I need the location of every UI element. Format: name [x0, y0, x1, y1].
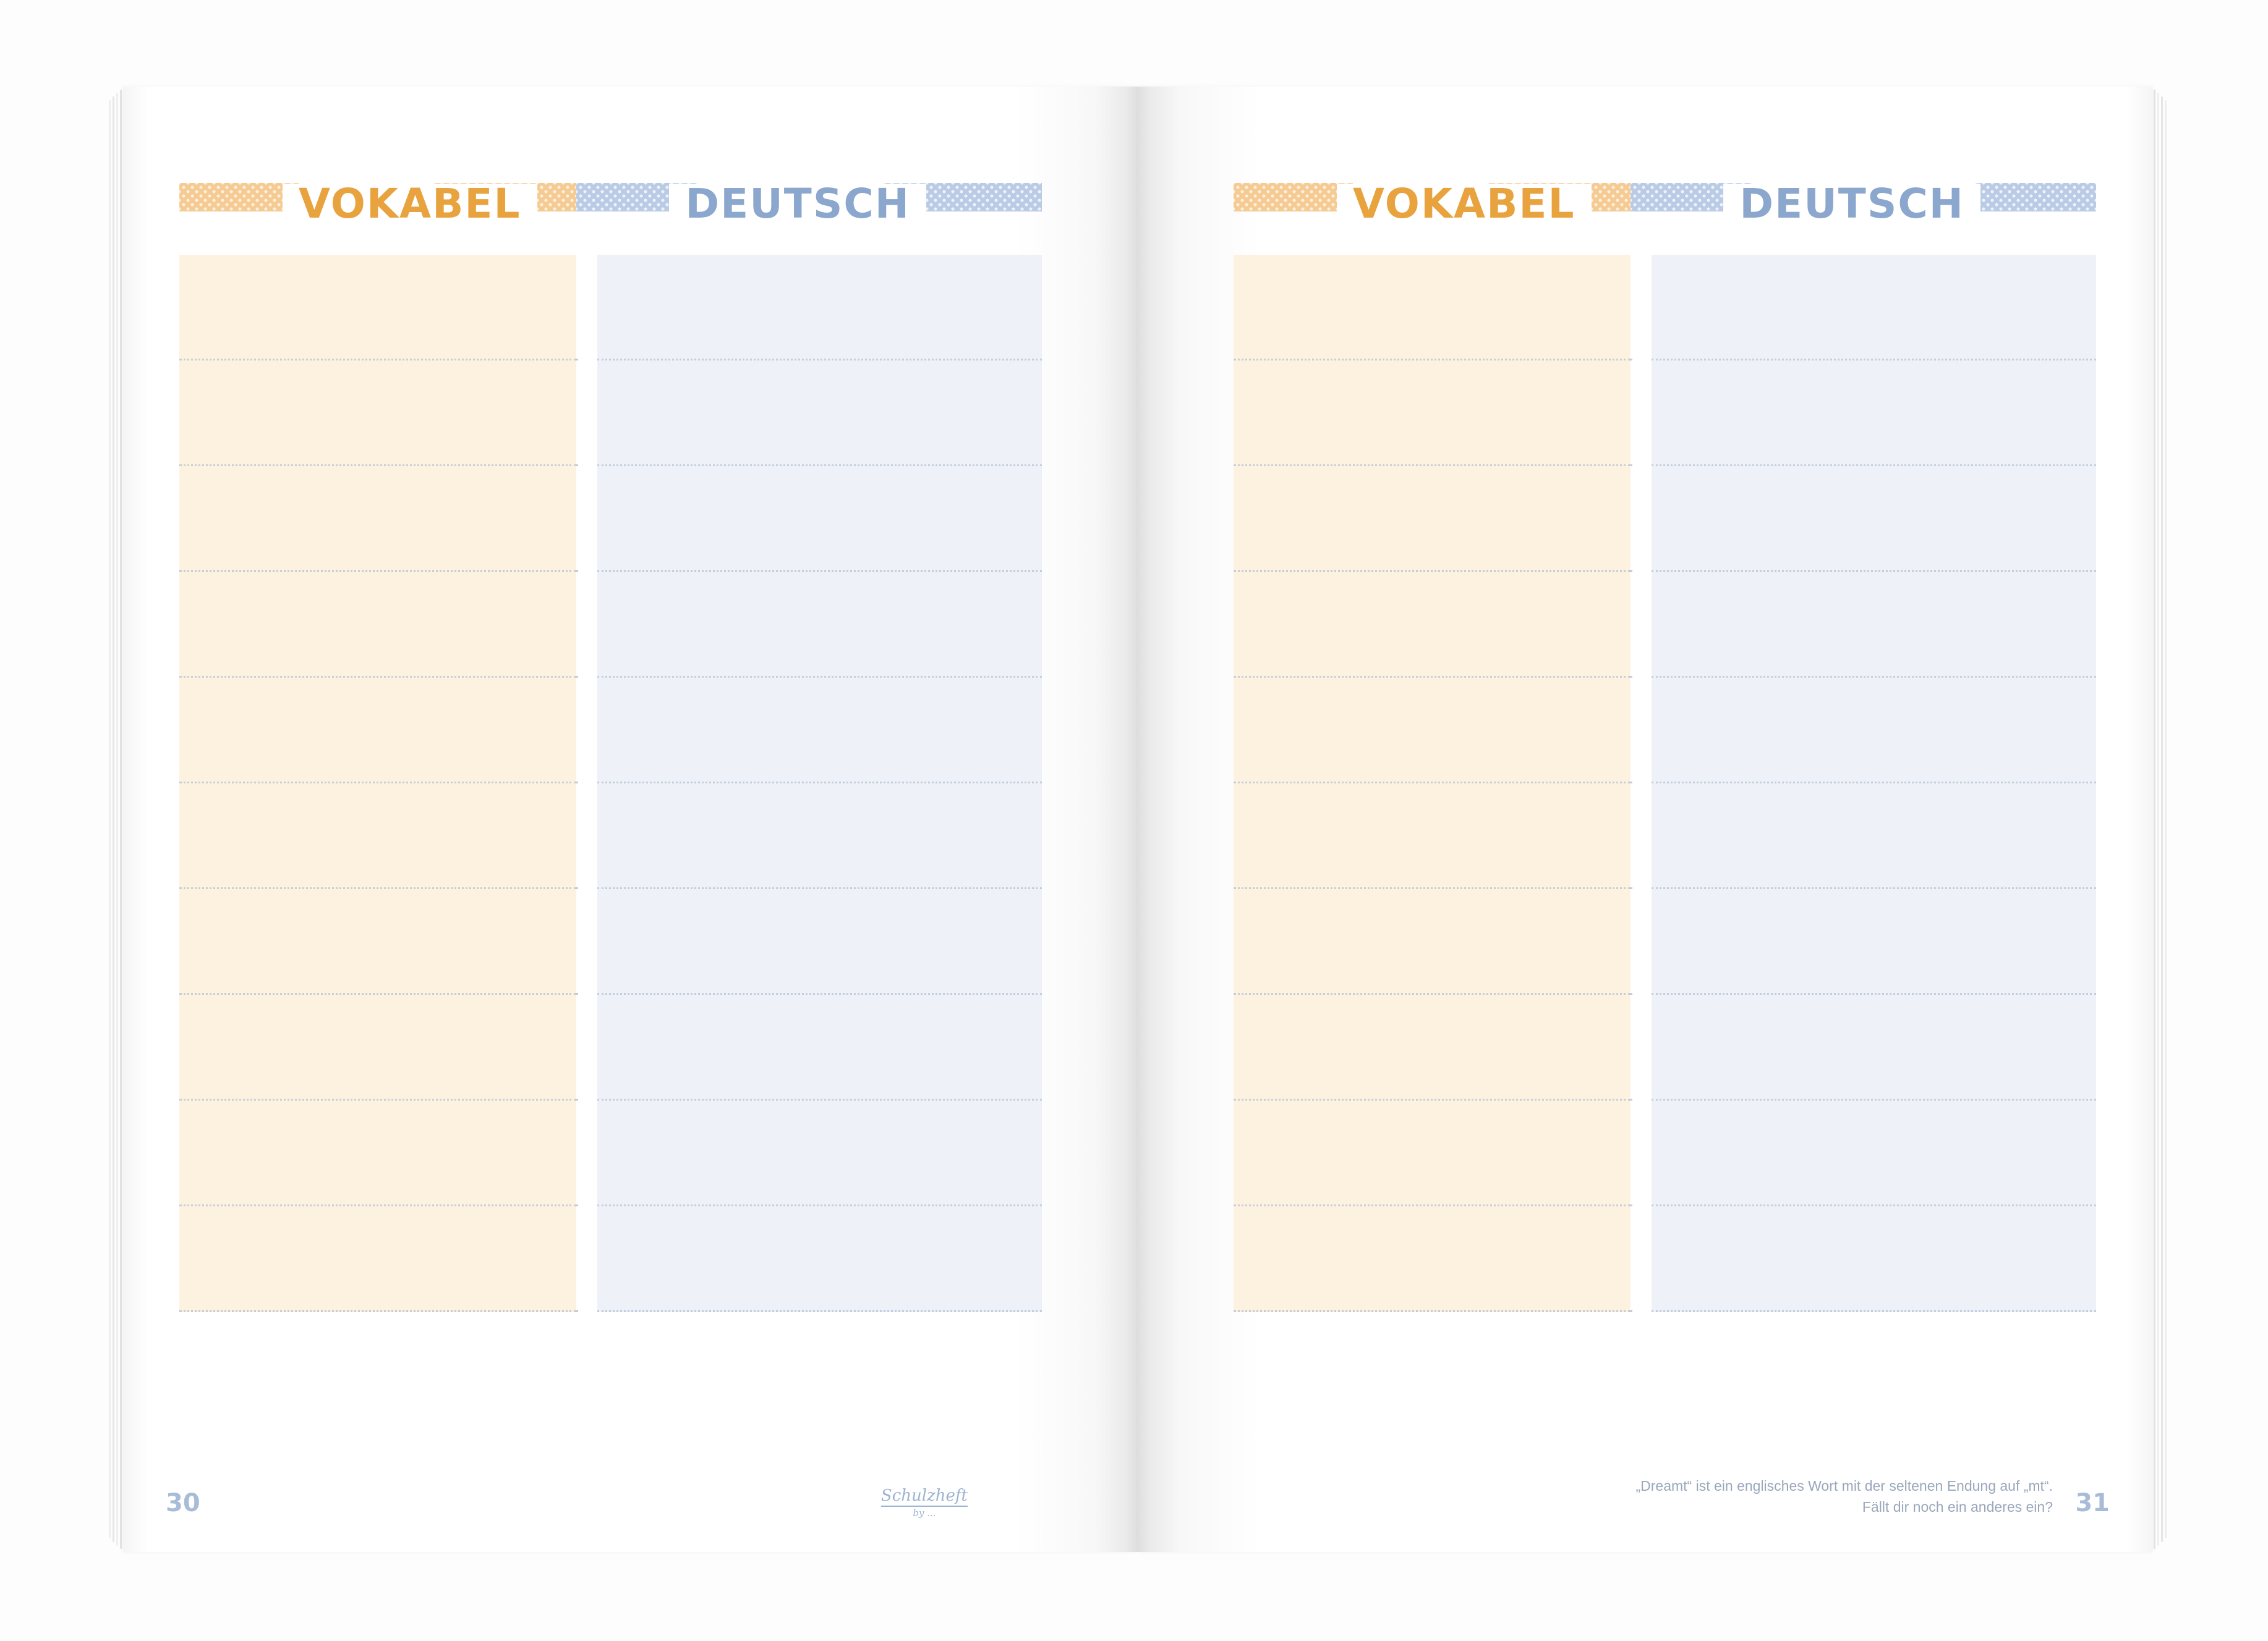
- deutsch-cell[interactable]: [1652, 889, 2096, 995]
- left-page-header: [179, 167, 1042, 241]
- deutsch-cell[interactable]: [597, 1206, 1042, 1312]
- vokabel-cell[interactable]: [1234, 678, 1631, 783]
- vokabel-cell[interactable]: [179, 572, 576, 678]
- vokabel-cell[interactable]: [179, 1101, 576, 1206]
- vokabel-cell[interactable]: [1234, 360, 1631, 466]
- right-page-footer: [1234, 1474, 2110, 1517]
- left-vokabel-header: [179, 167, 576, 241]
- deutsch-cell[interactable]: [597, 783, 1042, 889]
- table-row: [179, 995, 1042, 1101]
- column-title-vokabel: VOKABEL: [1337, 184, 1592, 224]
- right-page-header: [1234, 167, 2096, 241]
- table-row: [179, 1206, 1042, 1312]
- table-row: [1234, 1101, 2096, 1206]
- right-vokabel-header: [1234, 167, 1631, 241]
- table-row: [1234, 255, 2096, 360]
- deutsch-cell[interactable]: [597, 572, 1042, 678]
- deutsch-cell[interactable]: [1652, 466, 2096, 572]
- deutsch-cell[interactable]: [597, 678, 1042, 783]
- deutsch-cell[interactable]: [1652, 995, 2096, 1101]
- brand-logo: [881, 1488, 968, 1519]
- vokabel-cell[interactable]: [1234, 255, 1631, 360]
- table-row: [179, 1101, 1042, 1206]
- left-page-footer: [166, 1474, 1042, 1519]
- washi-tape-blue-right: [1975, 183, 2096, 211]
- table-row: [1234, 572, 2096, 678]
- deutsch-cell[interactable]: [597, 466, 1042, 572]
- washi-tape-orange-left: [179, 183, 299, 211]
- washi-tape-orange-left: [1234, 183, 1353, 211]
- right-deutsch-header: [1631, 167, 2096, 241]
- brand-tagline: by ...: [913, 1507, 936, 1519]
- deutsch-cell[interactable]: [1652, 1206, 2096, 1312]
- deutsch-cell[interactable]: [1652, 255, 2096, 360]
- vokabel-cell[interactable]: [179, 360, 576, 466]
- page-number: 31: [2075, 1489, 2110, 1517]
- vokabel-cell[interactable]: [1234, 466, 1631, 572]
- vokabel-cell[interactable]: [1234, 1206, 1631, 1312]
- table-row: [179, 360, 1042, 466]
- deutsch-cell[interactable]: [1652, 783, 2096, 889]
- vokabel-cell[interactable]: [179, 466, 576, 572]
- right-page-content: [1234, 167, 2110, 1517]
- table-row: [179, 255, 1042, 360]
- table-row: [1234, 995, 2096, 1101]
- vokabel-cell[interactable]: [179, 889, 576, 995]
- table-row: [179, 889, 1042, 995]
- table-row: [1234, 678, 2096, 783]
- vokabel-cell[interactable]: [179, 255, 576, 360]
- page-edges-left: [108, 87, 124, 1552]
- vokabel-cell[interactable]: [179, 783, 576, 889]
- table-row: [179, 466, 1042, 572]
- right-page-outer-shadow: [2127, 87, 2152, 1552]
- left-deutsch-header: [576, 167, 1042, 241]
- table-row: [1234, 1206, 2096, 1312]
- page-edges-right: [2152, 87, 2168, 1552]
- vokabel-cell[interactable]: [179, 1206, 576, 1312]
- left-vocabulary-table: [179, 255, 1042, 1312]
- table-row: [1234, 889, 2096, 995]
- deutsch-cell[interactable]: [1652, 572, 2096, 678]
- table-row: [1234, 783, 2096, 889]
- table-row: [1234, 466, 2096, 572]
- column-title-deutsch: DEUTSCH: [1723, 184, 1980, 224]
- right-vocabulary-table: [1234, 255, 2096, 1312]
- deutsch-cell[interactable]: [1652, 1101, 2096, 1206]
- deutsch-cell[interactable]: [597, 360, 1042, 466]
- deutsch-cell[interactable]: [597, 255, 1042, 360]
- column-title-deutsch: DEUTSCH: [669, 184, 926, 224]
- right-page: [1138, 87, 2152, 1552]
- deutsch-cell[interactable]: [597, 889, 1042, 995]
- deutsch-cell[interactable]: [597, 1101, 1042, 1206]
- table-row: [179, 572, 1042, 678]
- brand-name: Schulzheft: [881, 1488, 968, 1507]
- vokabel-cell[interactable]: [1234, 889, 1631, 995]
- deutsch-cell[interactable]: [1652, 360, 2096, 466]
- deutsch-cell[interactable]: [1652, 678, 2096, 783]
- open-notebook-spread: [124, 87, 2152, 1552]
- table-row: [179, 678, 1042, 783]
- vokabel-cell[interactable]: [179, 995, 576, 1101]
- left-page-outer-shadow: [124, 87, 148, 1552]
- vokabel-cell[interactable]: [179, 678, 576, 783]
- column-title-vokabel: VOKABEL: [283, 184, 537, 224]
- table-row: [1234, 360, 2096, 466]
- fun-fact-note: „Dreamt“ ist ein englisches Wort mit der seltenen Endung auf „mt“. Fällt dir noch ein anderes ein?: [1635, 1478, 2053, 1515]
- vokabel-cell[interactable]: [1234, 783, 1631, 889]
- page-number: 30: [166, 1489, 200, 1517]
- table-row: [179, 783, 1042, 889]
- vokabel-cell[interactable]: [1234, 995, 1631, 1101]
- left-page-content: [166, 167, 1042, 1519]
- deutsch-cell[interactable]: [597, 995, 1042, 1101]
- vokabel-cell[interactable]: [1234, 1101, 1631, 1206]
- left-page: [124, 87, 1138, 1552]
- vokabel-cell[interactable]: [1234, 572, 1631, 678]
